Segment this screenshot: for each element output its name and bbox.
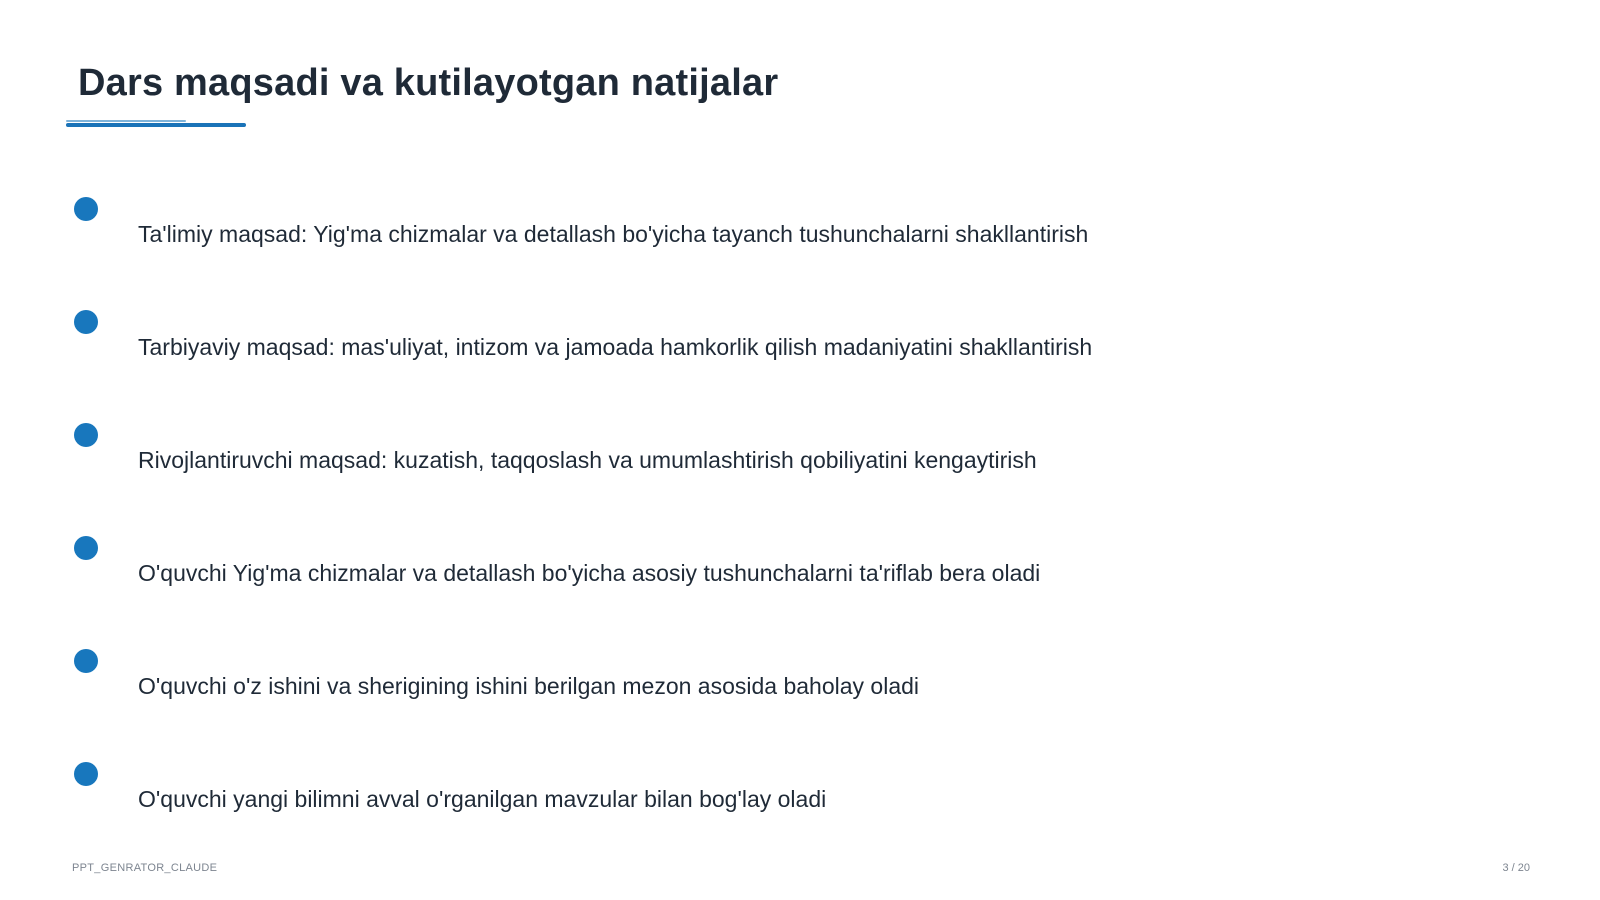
bullet-item — [0, 195, 1600, 255]
slide-title: Dars maqsadi va kutilayotgan natijalar — [78, 62, 779, 104]
footer-brand: PPT_GENRATOR_CLAUDE — [72, 862, 218, 874]
page-indicator: 3 / 20 — [1502, 862, 1530, 874]
bullet-item — [0, 308, 1600, 368]
bullet-text: Tarbiyaviy maqsad: mas'uliyat, intizom va jamoada hamkorlik qilish madaniyatini shakllantirish — [138, 334, 1093, 360]
bullet-dot-icon — [74, 649, 98, 673]
bullet-item — [0, 647, 1600, 707]
bullet-dot-icon — [74, 762, 98, 786]
bullet-text: O'quvchi o'z ishini va sherigining ishini berilgan mezon asosida baholay oladi — [138, 673, 920, 699]
bullet-dot-icon — [74, 197, 98, 221]
bullet-text: O'quvchi yangi bilimni avval o'rganilgan mavzular bilan bog'lay oladi — [138, 786, 827, 812]
bullet-dot-icon — [74, 423, 98, 447]
bullet-item — [0, 421, 1600, 481]
bullet-item — [0, 760, 1600, 820]
bullet-text: Ta'limiy maqsad: Yig'ma chizmalar va detallash bo'yicha tayanch tushunchalarni shakllantirish — [138, 221, 1089, 247]
bullet-dot-icon — [74, 310, 98, 334]
bullet-text: Rivojlantiruvchi maqsad: kuzatish, taqqoslash va umumlashtirish qobiliyatini kengaytirish — [138, 447, 1037, 473]
bullet-dot-icon — [74, 536, 98, 560]
bullet-text: O'quvchi Yig'ma chizmalar va detallash bo'yicha asosiy tushunchalarni ta'riflab bera oladi — [138, 560, 1041, 586]
bullet-item — [0, 534, 1600, 594]
